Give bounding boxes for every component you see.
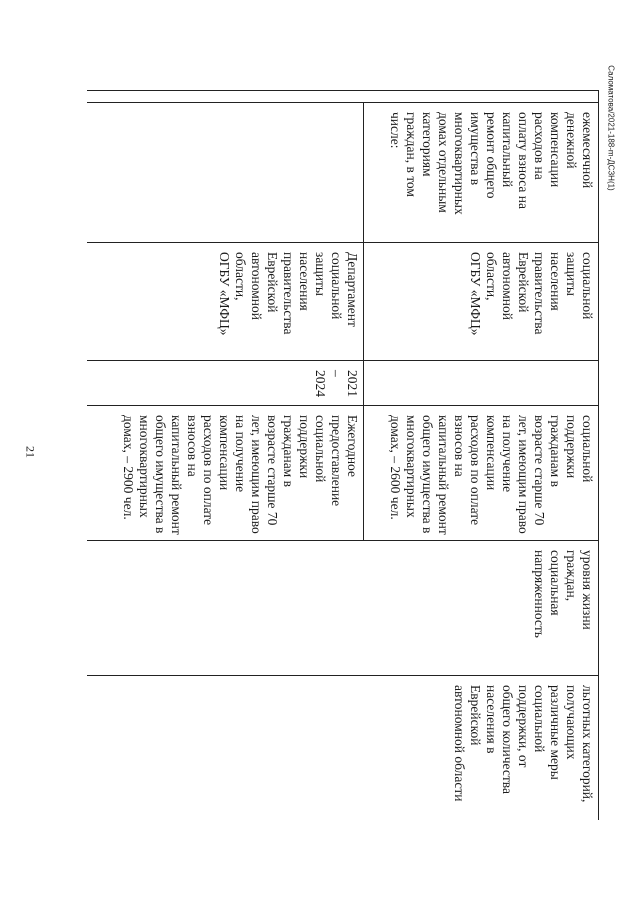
table-row bbox=[364, 91, 599, 821]
measure-name-cell bbox=[87, 103, 364, 243]
share-cell bbox=[87, 676, 599, 821]
period-cell bbox=[87, 361, 364, 406]
result-cell bbox=[87, 406, 364, 541]
executor-text: Департамент социальной защиты населения правительства Еврейской автономной области, ОГБУ «МФЦ» bbox=[217, 252, 360, 336]
share-text: льготных категорий, получающих различные меры социальной поддержки, от общего количества населения в Еврейской автономной области bbox=[452, 685, 595, 803]
indicator-cell bbox=[87, 541, 599, 676]
document-code: Саломатова/2021-188-m-ДСЗН(1) bbox=[606, 65, 616, 191]
measure-name-cell bbox=[364, 103, 599, 243]
executor-text: социальной защиты населения правительства Еврейской автономной области, ОГБУ «МФЦ» bbox=[468, 252, 595, 336]
page-number: 21 bbox=[23, 446, 38, 458]
index-cell bbox=[87, 91, 599, 103]
executor-cell bbox=[364, 243, 599, 361]
period-text: 2021 – 2024 bbox=[313, 370, 360, 397]
indicator-text: уровня жизни граждан, социальная напряженность bbox=[532, 550, 595, 638]
rotated-table bbox=[87, 90, 599, 820]
executor-cell bbox=[87, 243, 364, 361]
result-cell bbox=[364, 406, 599, 541]
result-text: Ежегодное предоставление социальной поддержки гражданам в возрасте старше 70 лет, имеющим право на получение компенсации расходов по оплате взносов на капитальный ремонт общего имущества в многоквартирных домах, – 2900 чел. bbox=[121, 415, 360, 535]
table-frame bbox=[87, 90, 599, 820]
result-text: социальной поддержки гражданам в возрасте старше 70 лет, имеющим право на получение компенсации расходов по оплате взносов на капитальный ремонт общего имущества в многоквартирных домах, – 2600 чел. bbox=[388, 415, 595, 535]
measures-table bbox=[87, 90, 599, 820]
measure-name-text: ежемесячной денежной компенсации расходов на оплату взноса на капитальный ремонт общего имущества в многоквартирных домах отдельным категориям граждан, в том числе: bbox=[388, 112, 595, 215]
period-cell bbox=[364, 361, 599, 406]
